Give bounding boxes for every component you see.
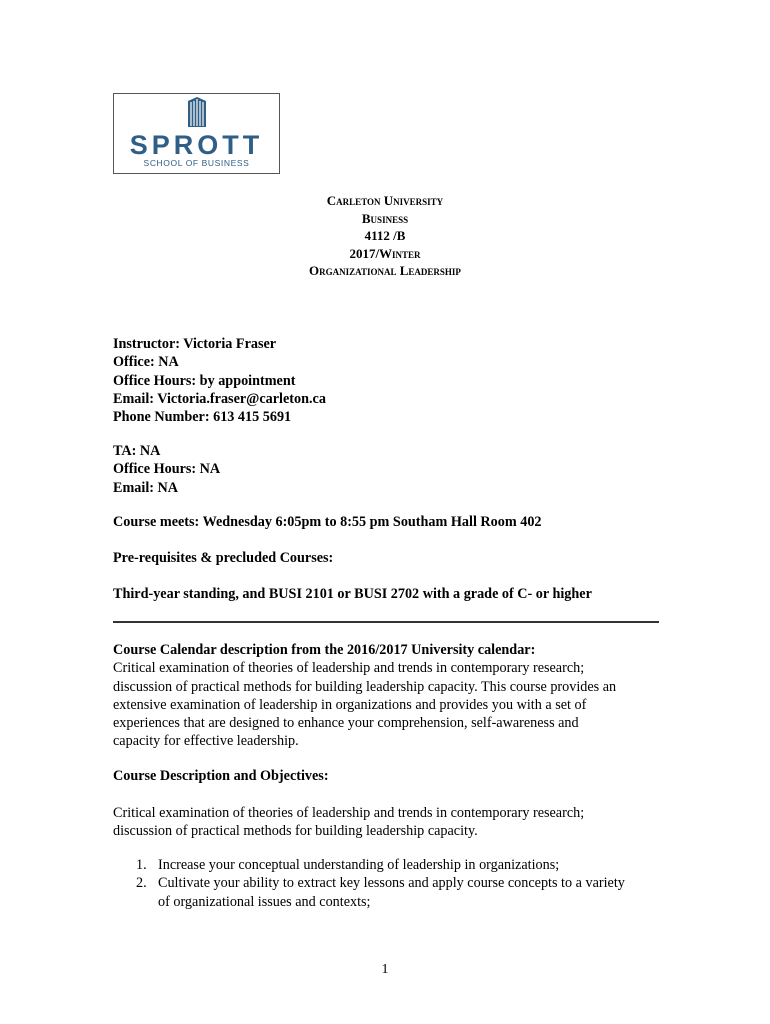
instructor-info — [113, 335, 326, 426]
instructor-office: Office: NA — [113, 354, 179, 371]
paragraph-line: Critical examination of theories of leadership and trends in contemporary research; — [113, 805, 585, 821]
ta-office-hours: Office Hours: NA — [113, 461, 221, 478]
section-divider — [113, 621, 659, 623]
list-item-line: of organizational issues and contexts; — [158, 893, 371, 910]
paragraph-line: discussion of practical methods for building leadership capacity. — [113, 823, 478, 840]
university-name: Carleton University — [326, 193, 444, 208]
paragraph-line: discussion of practical methods for building leadership capacity. This course provides an — [113, 678, 617, 695]
list-item — [113, 856, 673, 874]
course-title: Organizational Leadership — [309, 263, 461, 278]
course-heading — [0, 192, 770, 280]
list-number: 2. — [136, 875, 147, 892]
paragraph-line: Critical examination of theories of leadership and trends in contemporary research; — [113, 660, 585, 677]
department-name: Business — [361, 210, 409, 226]
logo-wordmark: SPROTT — [129, 130, 264, 160]
list-item-line: Increase your conceptual understanding of leadership in organizations; — [158, 857, 560, 873]
prereq-text: Third-year standing, and BUSI 2101 or BUSI 2702 with a grade of C- or higher — [113, 586, 592, 602]
list-item — [113, 874, 673, 911]
objectives-heading: Course Description and Objectives: — [113, 768, 329, 784]
course-term: 2017/Winter — [349, 245, 421, 261]
instructor-office-hours: Office Hours: by appointment — [113, 372, 296, 389]
paragraph-line: extensive examination of leadership in organizations and provides you with a set of — [113, 696, 587, 713]
objectives-list — [113, 856, 673, 911]
calendar-heading: Course Calendar description from the 2016/2017 University calendar: — [113, 642, 536, 658]
instructor-name: Instructor: Victoria Fraser — [113, 336, 277, 352]
course-code: 4112 /B — [364, 228, 406, 243]
course-meeting: Course meets: Wednesday 6:05pm to 8:55 pm Southam Hall Room 402 — [113, 514, 542, 530]
paragraph-line: experiences that are designed to enhance your comprehension, self-awareness and — [113, 715, 579, 732]
calendar-description — [113, 641, 673, 751]
logo-subtitle: SCHOOL OF BUSINESS — [143, 158, 250, 168]
ta-info — [113, 442, 220, 497]
paragraph-line: capacity for effective leadership. — [113, 733, 299, 750]
ta-name: TA: NA — [113, 443, 161, 459]
instructor-phone: Phone Number: 613 415 5691 — [113, 409, 292, 426]
ta-email: Email: NA — [113, 479, 179, 496]
instructor-email: Email: Victoria.fraser@carleton.ca — [113, 390, 326, 407]
list-item-line: Cultivate your ability to extract key lessons and apply course concepts to a variety — [158, 875, 625, 892]
sprott-logo — [113, 93, 280, 174]
building-logo-icon — [188, 97, 206, 127]
page-number: 1 — [381, 962, 389, 977]
prereq-heading: Pre-requisites & precluded Courses: — [113, 550, 334, 566]
list-number: 1. — [136, 857, 147, 873]
objectives-description — [113, 804, 673, 841]
